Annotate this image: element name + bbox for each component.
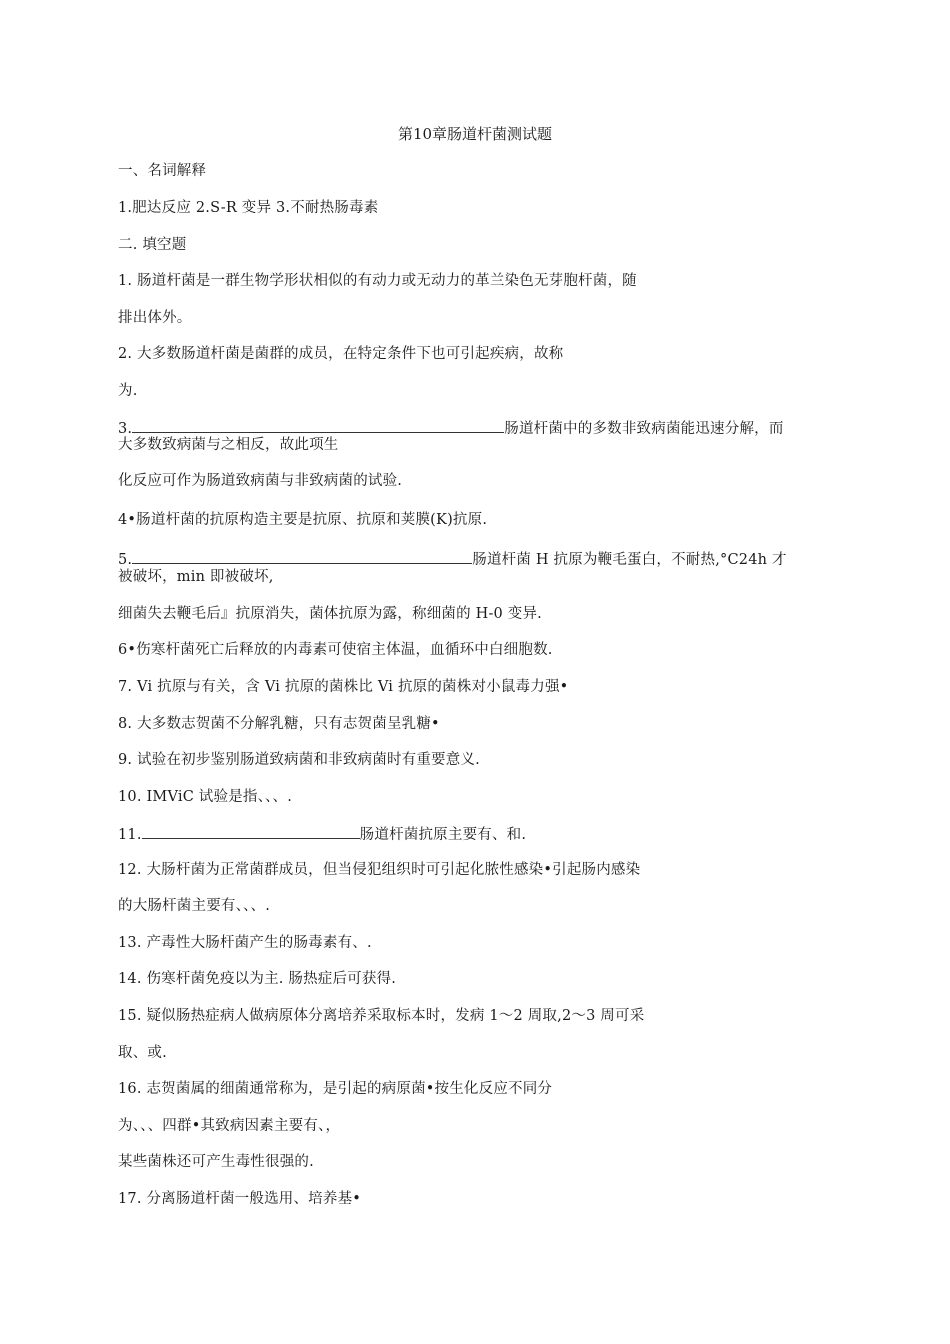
question-15-line-1: 15. 疑似肠热症病人做病原体分离培养采取标本时，发病 1～2 周取,2～3 周可采 xyxy=(118,1008,645,1024)
question-3-blank xyxy=(132,418,504,433)
question-3-number: 3. xyxy=(118,421,133,437)
question-11-blank xyxy=(142,824,360,839)
question-4-line-1: 4•肠道杆菌的抗原构造主要是抗原、抗原和荚膜(K)抗原. xyxy=(118,512,488,528)
question-16-line-2: 为、、、四群•其致病因素主要有、， xyxy=(118,1118,341,1134)
question-2-line-2: 为. xyxy=(118,383,138,399)
question-6-line-1: 6•伤寒杆菌死亡后释放的内毒素可使宿主体温，血循环中白细胞数. xyxy=(118,642,553,658)
question-2-line-1: 2. 大多数肠道杆菌是菌群的成员，在特定条件下也可引起疾病，故称 xyxy=(118,346,564,362)
question-15-line-2: 取、或. xyxy=(118,1045,167,1061)
question-5-text: 肠道杆菌 H 抗原为鞭毛蛋白，不耐热,°C24h 才 xyxy=(472,552,787,568)
question-3-line-1 xyxy=(118,418,784,438)
question-16-line-1: 16. 志贺菌属的细菌通常称为，是引起的病原菌•按生化反应不同分 xyxy=(118,1081,553,1097)
question-9-line-1: 9. 试验在初步鉴别肠道致病菌和非致病菌时有重要意义. xyxy=(118,752,480,768)
document-title: 第10章肠道杆菌测试题 xyxy=(397,125,553,143)
question-12-line-1: 12. 大肠杆菌为正常菌群成员，但当侵犯组织时可引起化脓性感染•引起肠内感染 xyxy=(118,862,641,878)
question-7-line-1: 7. Vi 抗原与有关，含 Vi 抗原的菌株比 Vi 抗原的菌株对小鼠毒力强• xyxy=(118,679,569,695)
question-13-line-1: 13. 产毒性大肠杆菌产生的肠毒素有、. xyxy=(118,935,372,951)
question-5-blank xyxy=(132,549,472,564)
terms-list: 1.肥达反应 2.S-R 变异 3.不耐热肠毒素 xyxy=(118,200,379,216)
question-5-line-3: 细菌失去鞭毛后』抗原消失，菌体抗原为露，称细菌的 H-0 变异. xyxy=(118,606,542,622)
question-11-text: 肠道杆菌抗原主要有、和. xyxy=(359,827,527,843)
question-12-line-2: 的大肠杆菌主要有、、、. xyxy=(118,898,271,914)
question-3-line-3: 化反应可作为肠道致病菌与非致病菌的试验. xyxy=(118,473,403,489)
question-5-number: 5. xyxy=(118,552,133,568)
question-10-line-1: 10. IMViC 试验是指、、、. xyxy=(118,789,293,805)
question-11-number: 11. xyxy=(118,827,142,843)
question-17-line-1: 17. 分离肠道杆菌一般选用、培养基• xyxy=(118,1191,362,1207)
question-1-line-2: 排出体外。 xyxy=(118,310,192,326)
question-11-line-1 xyxy=(118,824,526,844)
question-3-text: 肠道杆菌中的多数非致病菌能迅速分解，而 xyxy=(504,421,784,437)
question-3-line-2: 大多数致病菌与之相反，故此项生 xyxy=(118,437,339,453)
section-heading-fill: 二. 填空题 xyxy=(118,237,187,253)
question-8-line-1: 8. 大多数志贺菌不分解乳糖，只有志贺菌呈乳糖• xyxy=(118,716,440,732)
question-5-line-2: 被破坏，min 即被破坏, xyxy=(118,569,274,585)
question-16-line-3: 某些菌株还可产生毒性很强的. xyxy=(118,1154,314,1170)
section-heading-terms: 一、名词解释 xyxy=(118,163,207,179)
question-5-line-1 xyxy=(118,549,787,569)
question-1-line-1: 1. 肠道杆菌是一群生物学形状相似的有动力或无动力的革兰染色无芽胞杆菌，随 xyxy=(118,273,637,289)
question-14-line-1: 14. 伤寒杆菌免疫以为主. 肠热症后可获得. xyxy=(118,971,397,987)
